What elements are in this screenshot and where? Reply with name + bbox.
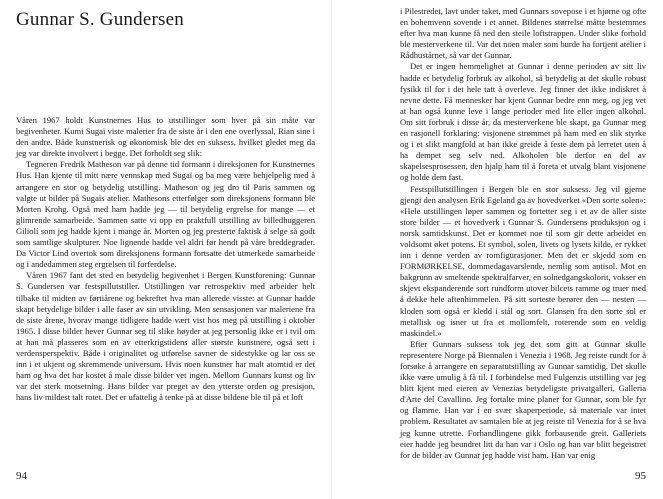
right-page-body — [400, 6, 646, 461]
left-page-body — [16, 115, 315, 403]
paragraph: Det er ingen hemmelighet at Gunnar i denne perioden av sitt liv hadde et betydelig forbruk av alkohol, så betydelig at det skulle robust fysikk til for i det hele tatt å overleve. Jeg finner det ikke indiskret å nevne dette. Få mennesker har kjent Gunnar bedre enn meg, og jeg vet at han også kunne leve i lange perioder med lite eller ingen alkohol. Om sitt forbruk i disse år, da mesterverkene ble skapt, ga Gunnar meg en rasjonell forklaring: visjonene strømmet på ham med en slik styrke og i et slikt mangfold at han ikke greide å feste dem på lerretet uten å ha dempet seg selv ned. Alkoholen ble derfor en del av skapelsesprosessen, den hjalp ham til å foreta et utvalg blant visjonene og holde dem fast. — [400, 61, 646, 183]
page-number: 94 — [16, 470, 27, 482]
chapter-title: Gunnar S. Gundersen — [16, 9, 184, 30]
paragraph: Våren 1967 holdt Kunstnernes Hus to utstillinger som hver på sin måte var begivenheter. Kumi Sugaï viste malerier fra de siste år i den ene overlyssal, Rian sine i den andre. Både kunstnerisk og økonomisk ble det en suksess, hvilket gledet meg da jeg var direkte involvert i begge. Det forholdt seg slik: — [16, 115, 315, 159]
paragraph: Festspillutstillingen i Bergen ble en stor suksess. Jeg vil gjerne gjengi den analysen Erik Egeland ga av hovedverket «Den sorte solen»: «Hele utstillingen løper sammen og fortetter seg i et av de aller siste store bilder — et hovedverk i Gunnar S. Gundersens produksjon og i norsk samtidskunst. Det er kommet noe til som gir dette arbeidet en voldsomt øket potens. Et symbol, solen, livets og lysets kilde, er rykket inn i denne verden av romfigurasjoner. Men det er skjedd som en FORMØRKELSE, dommedagavarslende, nemlig som antisol. Mot en bakgrunn av smeltende spektralfarver, en solnedgangskolorit, vokser en skjevt ekspanderende sort rundform utover bilcets ramme og truer med å dekke hele aftenhimmelen. På sitt sorteste berører den — nesten — kloden som også er kledd i stål og sort. Glansen fra den sorte sol er metallisk og isner ut fra et mollomfelt, roterende som en veldig maskindel.» — [400, 183, 646, 338]
right-page — [332, 0, 663, 499]
page-number: 95 — [635, 470, 646, 482]
paragraph: i Pilestredet, lavt under taket, med Gunnars sovepose i et hjørne og ofte en bohemvenn sovende i et annet. Bildenes størrelse måtte bestemmes efter hva man kunne få ned den steile loftstrappen. Under slike forhold ble mesterverkene til. Var det noen maler som burde ha fortjent atelier i Rådhustårnet, så var det Gunnar. — [400, 6, 646, 61]
paragraph: Tegneren Fredrik Matheson var på denne tid formann i direksjonen for Kunstnernes Hus. Han kjente til mitt nære vennskap med Sugaï og ba meg være behjelpelig med å arrangere en stor og betydelig utstilling. Matheson og jeg dro til Paris sammen og valgte ut bilder på Sugaïs atelier. Mathesons etterfølger som direksjonens formann ble Morten Krohg. Også med ham hadde jeg — til betydelig ergrelse for mange — et glimrende samarbeide. Sammen satte vi opp en praktfull utstilling av billedhuggeren Giliolí som jeg hadde kjent i mange år. Morten og jeg presterte faktisk å selge så godt som samtlige skulpturer. Noe lignende hadde vel aldri før hendt på våre breddegrader. Da Victor Lind overtok som direksjonens formann fortsatte det utmerkede samarbeide og i andedammen steg ergrelsen til forferdelse. — [16, 159, 315, 270]
paragraph: Efter Gunnars suksess tok jeg det som gitt at Gunnar skulle representere Norge på Biennalen i Venezia i 1968. Jeg reiste rundt for å forsøke å arrangere en separatutstilling av Gunnar samtidig. Det skulle ikke være umulig å få til. I forbindelse med Fulgenzis utstilling var jeg blitt kjent med eieren av Venezias betydeligste privatgalleri, Galleria d'Arte del Cavallino. Jeg fortalte mine planer for Gunnar, som ble fyr og flamme. Han var i en svær skaperperiode, så materiale var intet problem. Resultatet av samtalen ble at jeg reiste til Venezia for å se hva jeg kunne utrette. Forhandlingene gikk forbausende greit. Galleriets eier hadde jeg beundret litt da han var i Oslo og han var blitt begeistret for de bilder av Gunnar jeg hadde vist ham. Han var enig — [400, 338, 646, 460]
left-page — [0, 0, 331, 499]
paragraph: Våren 1967 fant det sted en betydelig begivenhet i Bergen Kunstforening: Gunnar S. Gundersen var festspillutstiller. Utstillingen var retrospektiv med arbeider helt tilbake til midten av førtiårene og bekreftet hva man allerede visste: at Gunnar hadde skapt betydelige bilder i alle faser av sin utvikling. Men sensasjonen var maleriene fra de siste årene, hvorav mange tidligere hadde vært vist hos meg på utstilling i oktober 1965. I disse bilder hever Gunnar seg til slike høyder at jeg personlig ikke er i tvil om at han må plasseres som en av etterkrigstidens aller største kunstnere, også sett i verdensperspektiv. Både i originalitet og utførelse savner de sidestykke og lar oss se inn i et ukjent og skremmende universum. Hvis noen kunstner har malt atomtid er det ham og hva det har kostet å male disse bilder vet ingen. Mellom Gunnars kunst og liv var det sterk motsetning. Hans bilder var preget av den ytterste orden og presisjon, hans liv mildest talt rotet. Det er ufattelig å tenke på at disse bildene ble til på et loft — [16, 270, 315, 403]
